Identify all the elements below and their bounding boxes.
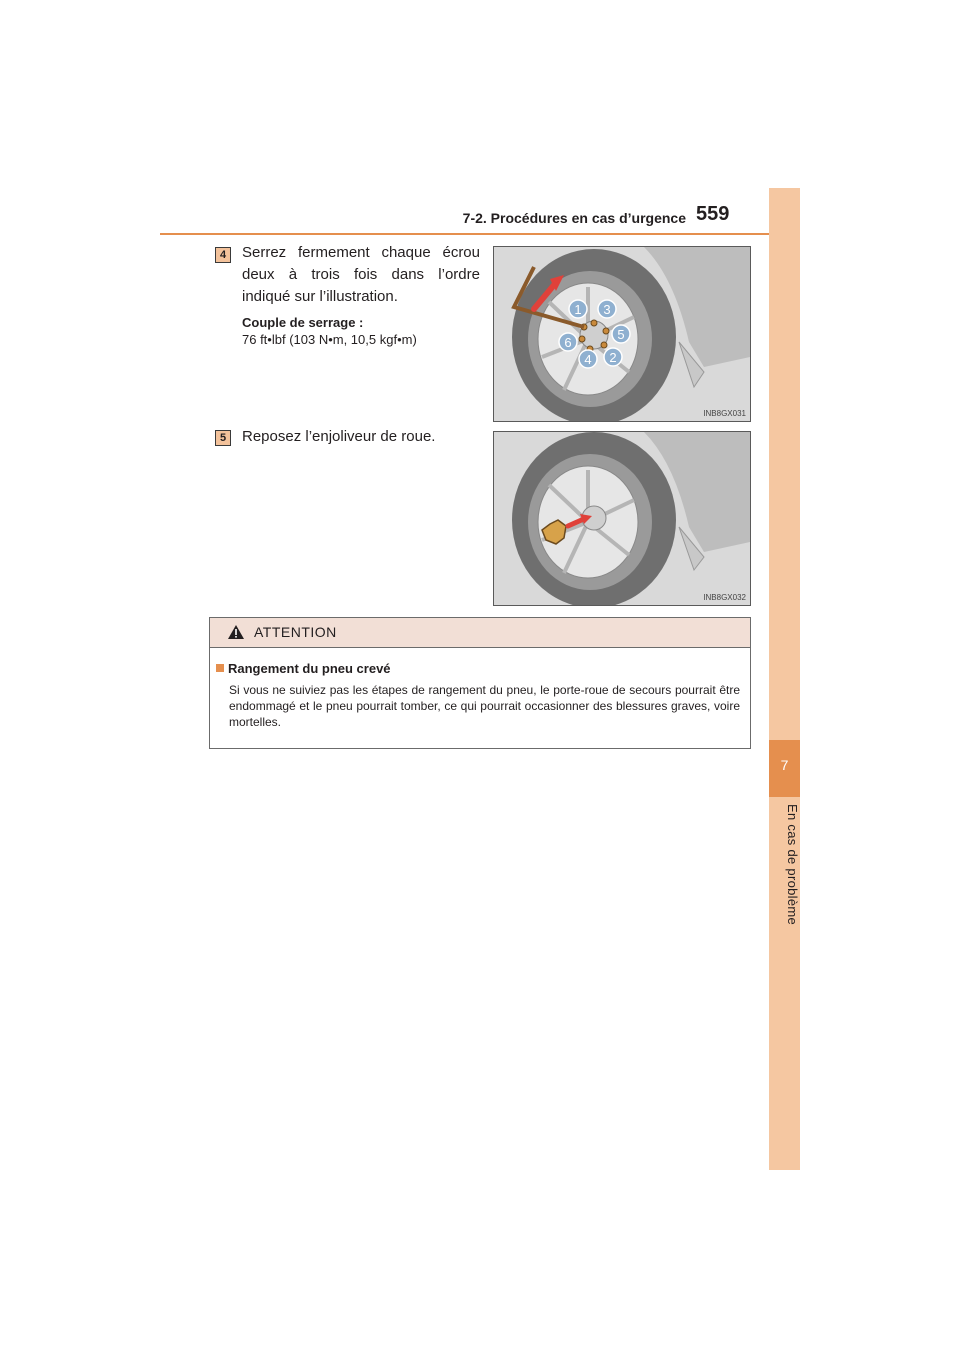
nut-order-label: 5	[617, 327, 625, 342]
warning-body: Si vous ne suiviez pas les étapes de rangement du pneu, le porte-roue de secours pourrait être endommagé et le pneu pourrait tomber, ce qui pourrait occasionner des blessures graves, voire mortelles.	[229, 683, 740, 729]
header-rule	[160, 233, 800, 235]
nut-order-label: 6	[564, 335, 572, 350]
section-title: 7-2. Procédures en cas d’urgence	[462, 210, 686, 226]
figure-code: INB8GX032	[703, 593, 746, 602]
step-4-text: Serrez fermement chaque écrou deux à trois fois dans l’ordre indiqué sur l’illustration.	[242, 244, 480, 305]
figure-code: INB8GX031	[703, 409, 746, 418]
chapter-number: 7	[780, 757, 789, 773]
nut-order-label: 3	[603, 302, 611, 317]
nut-order-label: 4	[584, 352, 592, 367]
warning-heading-text: Rangement du pneu crevé	[228, 661, 391, 676]
lug-nut-tightening-illustration	[493, 246, 751, 422]
warning-triangle-icon	[227, 624, 245, 640]
torque-value: 76 ft•lbf (103 N•m, 10,5 kgf•m)	[242, 332, 417, 347]
nut-order-label: 1	[574, 302, 582, 317]
torque-label: Couple de serrage :	[242, 315, 364, 330]
warning-box	[209, 617, 751, 749]
chapter-title: En cas de problème	[785, 804, 800, 926]
step-4-badge: 4	[215, 247, 231, 263]
wheel-cap-installation-illustration	[493, 431, 751, 606]
page-number: 559	[696, 203, 730, 225]
warning-header	[210, 618, 750, 648]
step-5-text: Reposez l’enjoliveur de roue.	[242, 428, 436, 445]
square-bullet-icon	[216, 664, 224, 672]
nut-order-label: 2	[609, 350, 617, 365]
warning-title: ATTENTION	[254, 624, 337, 640]
warning-heading	[216, 661, 391, 676]
step-5-badge: 5	[215, 430, 231, 446]
